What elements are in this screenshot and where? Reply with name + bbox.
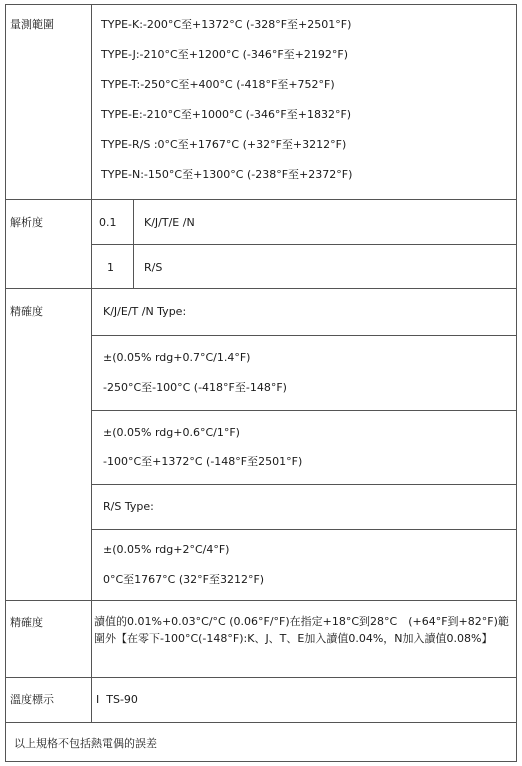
- accuracy-kjetn-header-cell: [91, 288, 517, 335]
- resolution-types-kjten: K/J/T/E /N: [144, 216, 195, 229]
- accuracy-range-1: -250°C至-100°C (-418°F至-148°F): [103, 381, 287, 394]
- range-line-k: TYPE-K:-200°C至+1372°C (-328°F至+2501°F): [101, 18, 352, 31]
- accuracy-label: 精確度: [10, 305, 43, 318]
- range-value-cell: [91, 4, 517, 199]
- resolution-value-1: 1: [107, 261, 114, 274]
- accuracy-rs-header-cell: [91, 484, 517, 529]
- accuracy-formula-1: ±(0.05% rdg+0.7°C/1.4°F): [103, 351, 251, 364]
- resolution-types-cell-2: [133, 244, 517, 288]
- resolution-value-cell-2: [91, 244, 134, 288]
- range-label: 量測範圍: [10, 18, 54, 31]
- temp-scale-value: I TS-90: [96, 693, 138, 706]
- accuracy-label-cell: [5, 288, 92, 600]
- accuracy-range-2: -100°C至+1372°C (-148°F至2501°F): [103, 455, 303, 468]
- resolution-types-rs: R/S: [144, 261, 163, 274]
- range-line-n: TYPE-N:-150°C至+1300°C (-238°F至+2372°F): [101, 168, 353, 181]
- footer-note-cell: [5, 722, 517, 762]
- range-label-cell: [5, 4, 92, 199]
- accuracy2-value-cell: [91, 600, 517, 677]
- accuracy2-text: 讀值的0.01%+0.03°C/°C (0.06°F/°F)在指定+18°C到28°C (+64°F到+82°F)範圍外【在零下-100°C(-148°F):K、J、T、E加入讀值0.04%，N加入讀值0.08%】: [94, 615, 509, 645]
- resolution-value-cell-1: [91, 199, 134, 244]
- accuracy-kjetn-block-1: [91, 335, 517, 410]
- resolution-types-cell-1: [133, 199, 517, 244]
- resolution-label-cell: [5, 199, 92, 288]
- accuracy2-label-cell: [5, 600, 92, 677]
- accuracy-rs-block: [91, 529, 517, 600]
- range-line-rs: TYPE-R/S :0°C至+1767°C (+32°F至+3212°F): [101, 138, 347, 151]
- accuracy-rs-formula: ±(0.05% rdg+2°C/4°F): [103, 543, 230, 556]
- range-line-e: TYPE-E:-210°C至+1000°C (-346°F至+1832°F): [101, 108, 352, 121]
- range-line-t: TYPE-T:-250°C至+400°C (-418°F至+752°F): [101, 78, 335, 91]
- temp-scale-label-cell: [5, 677, 92, 722]
- accuracy-rs-range: 0°C至1767°C (32°F至3212°F): [103, 573, 265, 586]
- accuracy-kjetn-block-2: [91, 410, 517, 484]
- range-line-j: TYPE-J:-210°C至+1200°C (-346°F至+2192°F): [101, 48, 349, 61]
- accuracy-formula-2: ±(0.05% rdg+0.6°C/1°F): [103, 426, 240, 439]
- spec-table: [5, 4, 517, 762]
- accuracy2-label: 精確度: [10, 616, 43, 629]
- accuracy-kjetn-header: K/J/E/T /N Type:: [103, 305, 187, 318]
- temp-scale-label: 溫度標示: [10, 693, 54, 706]
- resolution-label: 解析度: [10, 216, 43, 229]
- resolution-value-0-1: 0.1: [99, 216, 117, 229]
- accuracy-rs-header: R/S Type:: [103, 500, 154, 513]
- footer-note: 以上規格不包括熱電偶的誤差: [14, 737, 157, 750]
- temp-scale-value-cell: [91, 677, 517, 722]
